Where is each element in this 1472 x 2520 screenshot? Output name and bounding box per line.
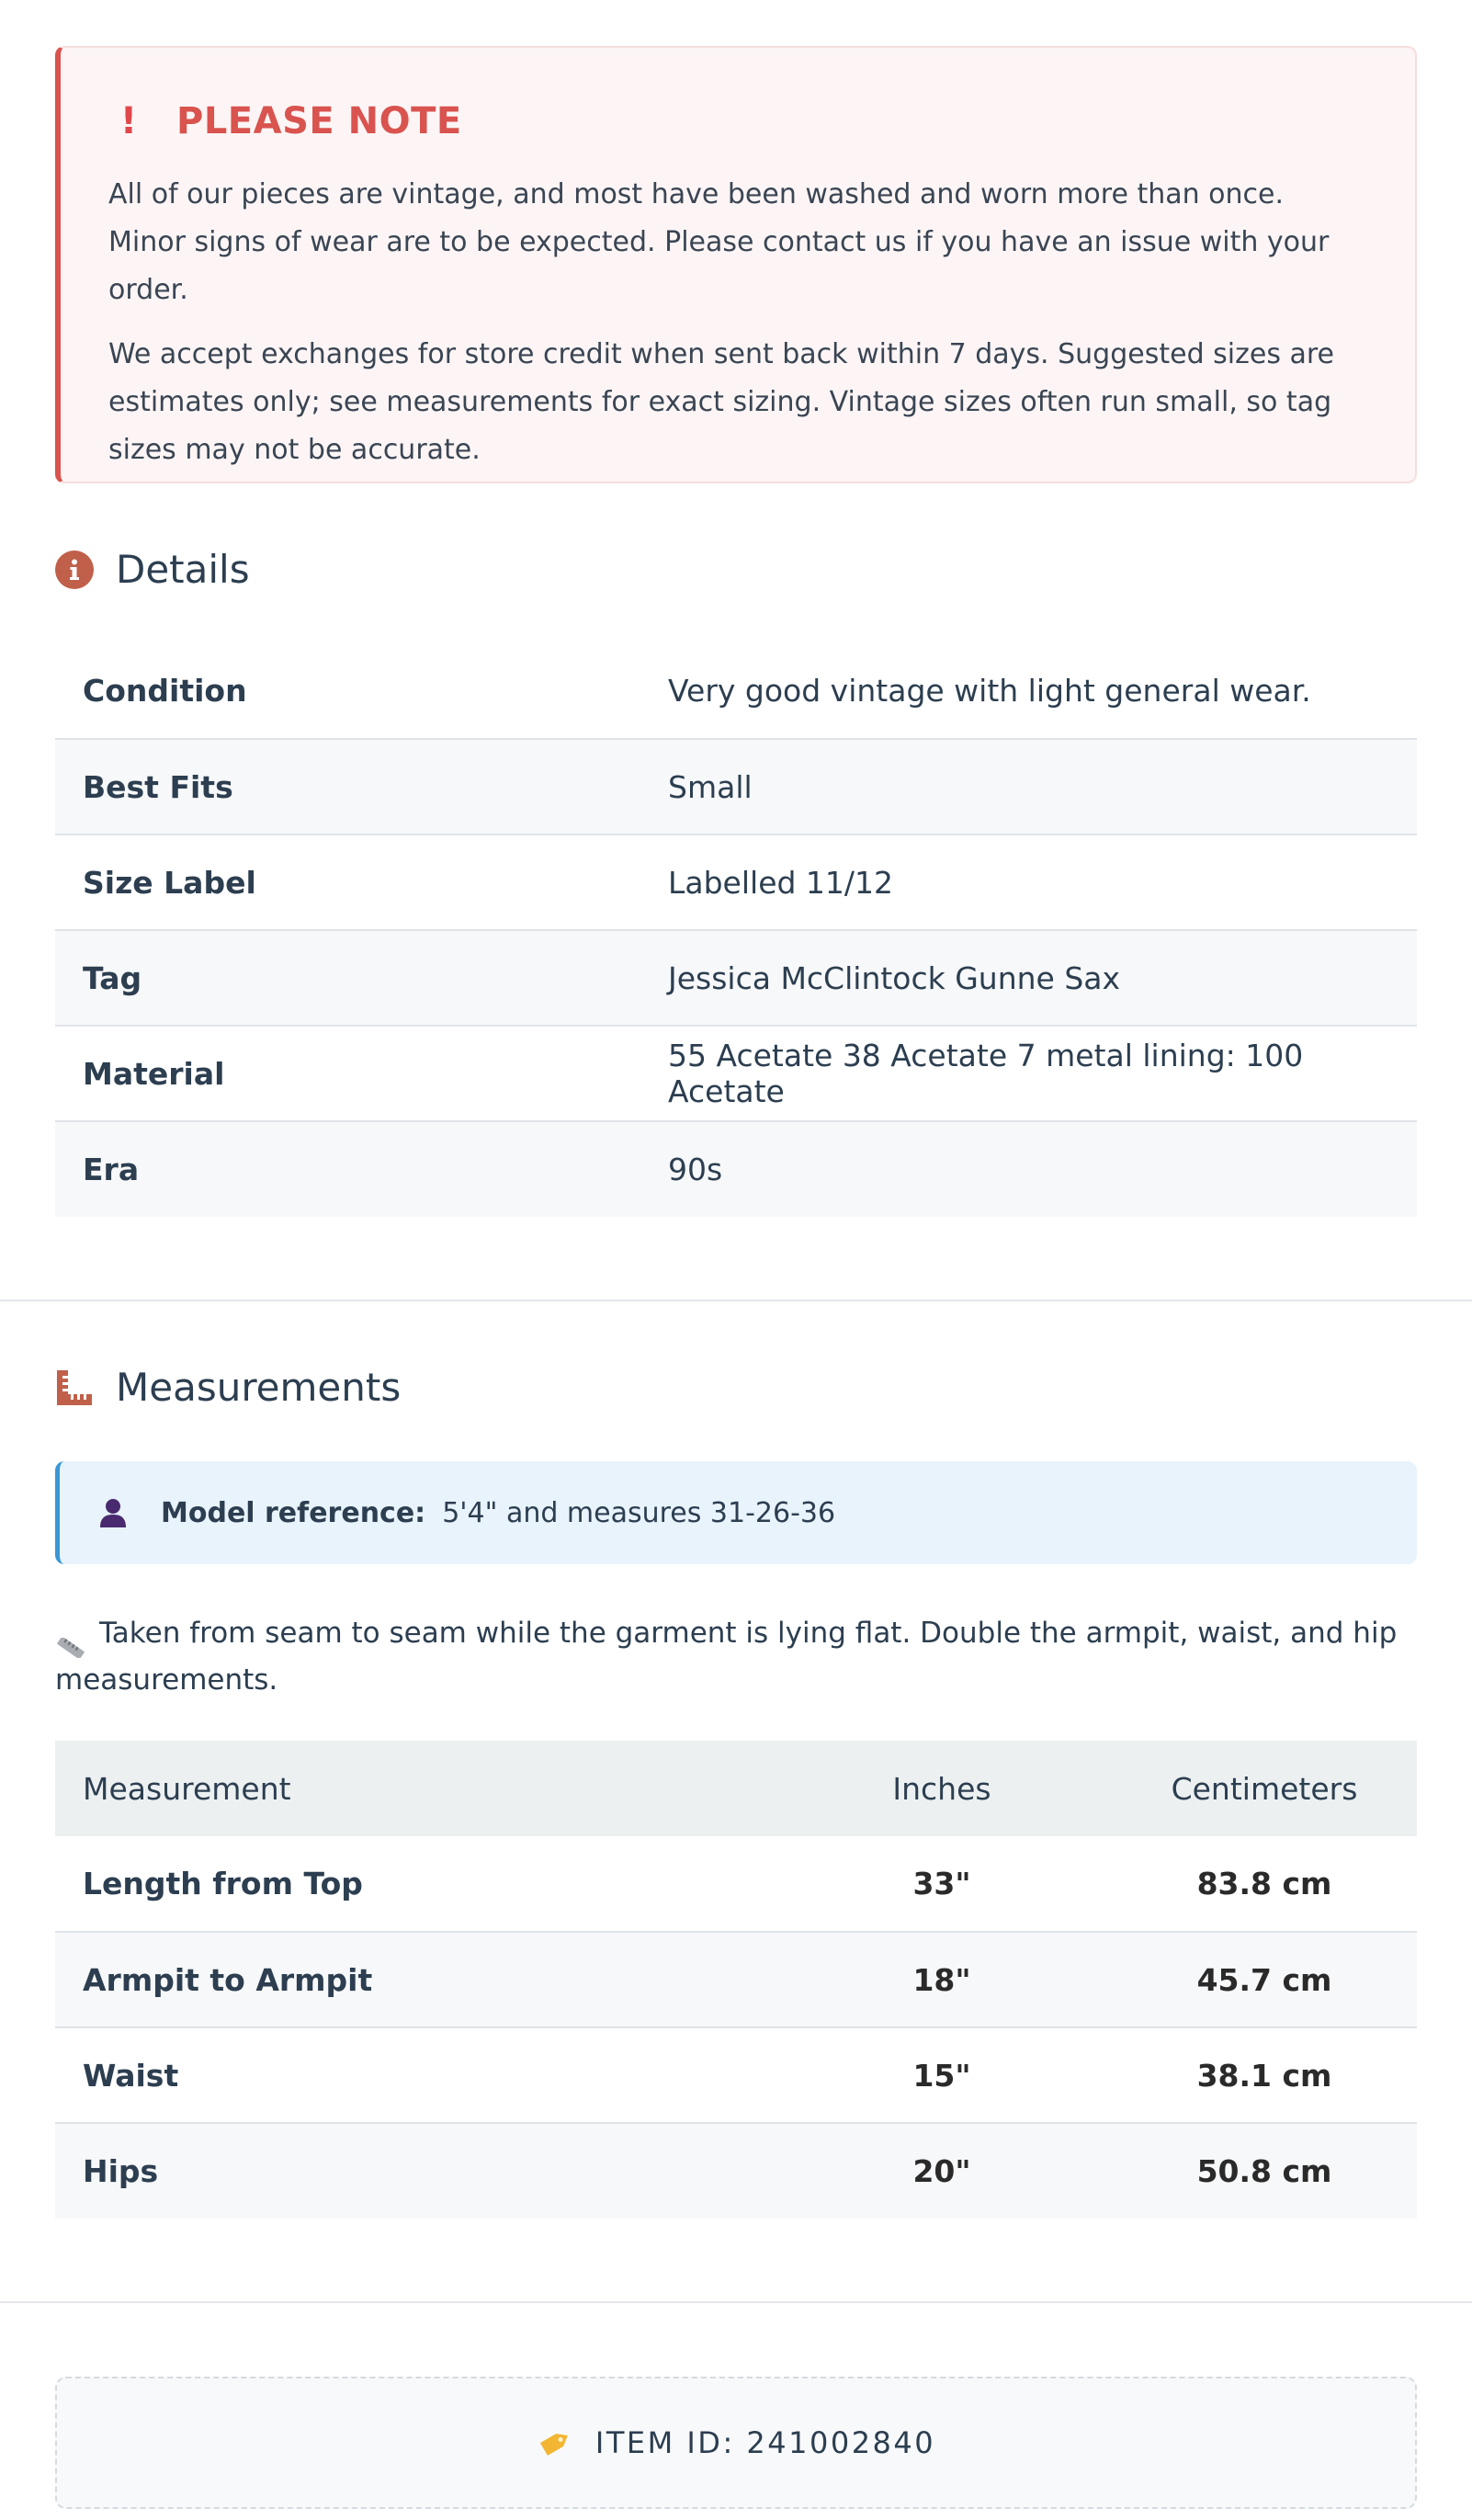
table-row (55, 2123, 1417, 2219)
table-row (55, 739, 1417, 834)
column-header: Inches (892, 1770, 991, 1807)
model-value: 5'4" and measures 31-26-36 (442, 1496, 836, 1529)
detail-value: Jessica McClintock Gunne Sax (668, 959, 1121, 996)
details-table (55, 643, 1417, 1217)
model-label: Model reference: (161, 1496, 426, 1529)
details-section (55, 542, 1417, 1217)
item-id-text: ITEM ID: 241002840 (594, 2425, 936, 2460)
measurement-note-text: Taken from seam to seam while the garment is lying flat. Double the armpit, waist, and hip measurements. (55, 1617, 1398, 1697)
table-row (55, 1836, 1417, 1932)
item-id-box (55, 2377, 1417, 2509)
exclamation-icon: ! (119, 100, 138, 142)
table-row (55, 834, 1417, 930)
detail-value: Labelled 11/12 (668, 864, 894, 901)
details-title: Details (116, 547, 250, 592)
detail-value: 55 Acetate 38 Acetate 7 metal lining: 100 Acetate (668, 1038, 1304, 1109)
detail-value: 90s (668, 1152, 723, 1187)
table-row (55, 1026, 1417, 1121)
measurement-cm: 38.1 cm (1196, 2057, 1332, 2094)
detail-value: Very good vintage with light general wear. (668, 673, 1311, 709)
measurement-inches: 20" (912, 2153, 971, 2189)
table-row (55, 643, 1417, 739)
column-header: Centimeters (1171, 1770, 1358, 1807)
details-header (55, 542, 1417, 597)
measurement-inches: 15" (912, 2057, 971, 2094)
notice-title: PLEASE NOTE (176, 100, 462, 142)
measurement-name: Armpit to Armpit (83, 1961, 373, 1998)
measurement-name: Hips (83, 2153, 159, 2189)
measurement-name: Length from Top (83, 1866, 363, 1901)
measurement-cm: 83.8 cm (1196, 1866, 1332, 1901)
table-row (55, 2027, 1417, 2123)
ruler-icon (55, 1368, 94, 1407)
measurements-header (55, 1360, 1417, 1415)
info-circle-icon (55, 551, 94, 589)
measurement-inches: 18" (912, 1961, 971, 1998)
detail-label: Condition (83, 673, 247, 709)
notice-header (108, 99, 1367, 143)
person-icon (96, 1496, 130, 1529)
detail-value: Small (668, 768, 753, 805)
tag-icon (537, 2424, 573, 2461)
measurement-note (55, 1610, 1417, 1704)
notice-paragraph: We accept exchanges for store credit when sent back within 7 days. Suggested sizes are estimates only; see measurements for exact sizing. Vintage sizes often run small, so tag sizes may not be accurate. (108, 338, 1335, 466)
table-header-row (55, 1741, 1417, 1836)
table-row (55, 1121, 1417, 1217)
measurements-section (0, 1301, 1472, 2219)
notice-box (55, 46, 1417, 483)
measurements-table (55, 1741, 1417, 2219)
measurement-inches: 33" (912, 1866, 971, 1901)
measurement-cm: 50.8 cm (1196, 2153, 1332, 2189)
detail-label: Tag (83, 959, 142, 996)
column-header: Measurement (83, 1770, 291, 1807)
detail-label: Material (83, 1055, 225, 1092)
measurements-title: Measurements (116, 1365, 402, 1410)
detail-label: Era (83, 1152, 140, 1187)
detail-label: Size Label (83, 864, 256, 901)
section-divider (0, 2301, 1472, 2303)
detail-label: Best Fits (83, 768, 233, 805)
table-row (55, 1932, 1417, 2027)
model-reference (55, 1461, 1417, 1564)
table-row (55, 930, 1417, 1026)
measurement-cm: 45.7 cm (1196, 1961, 1332, 1998)
ruler-small-icon (55, 1626, 86, 1644)
notice-paragraph: All of our pieces are vintage, and most have been washed and worn more than once. Minor signs of wear are to be expected. Please contact us if you have an issue with your order. (108, 178, 1330, 306)
measurement-name: Waist (83, 2057, 179, 2094)
